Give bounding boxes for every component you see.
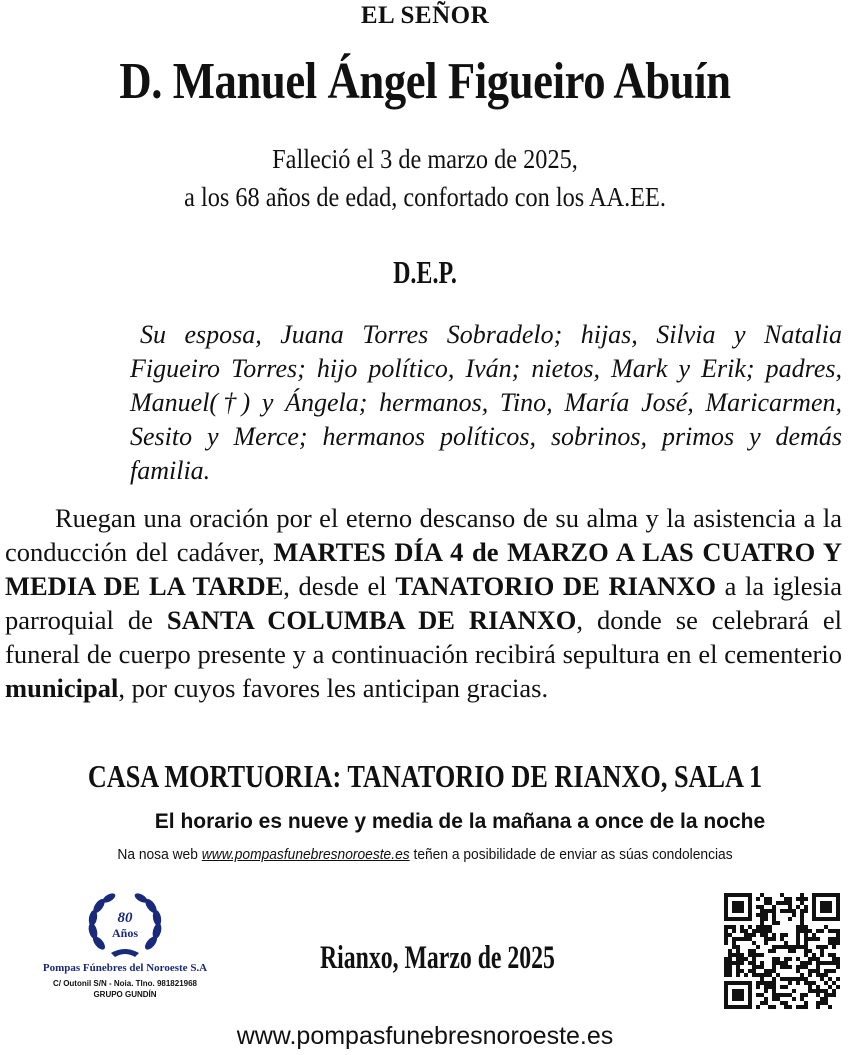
prayer-text-5: , por cuyos favores les anticipan gracias. — [118, 673, 549, 703]
qr-code-icon[interactable] — [724, 893, 840, 1009]
family-text: Su esposa, Juana Torres Sobradelo; hijas, Silvia y Natalia Figueiro Torres; hijo político, Iván; nietos, Mark y Erik; padres, Manuel(†) y Ángela; hermanos, Tino, María José, Maricarmen, Sesito y Merce; hermanos políticos, sobrinos, primos y demás familia. — [130, 320, 842, 485]
prayer-paragraph — [5, 501, 842, 705]
prayer-text-4: , donde se celebrará el funeral de cuerpo presente y a continuación recibirá sepultura en el cementerio — [5, 605, 842, 669]
badge-number: 80 — [117, 910, 133, 926]
death-details — [43, 140, 808, 216]
web-note-after: teñen a posibilidade de enviar as súas condolencias — [409, 846, 733, 863]
prayer-text-2: , desde el — [283, 571, 396, 601]
heading-el-senor: EL SEÑOR — [360, 2, 490, 29]
funeral-home-logo — [20, 893, 230, 1033]
dep-abbreviation: D.E.P. — [393, 254, 457, 290]
family-paragraph — [130, 318, 842, 488]
death-age-line: a los 68 años de edad, confortado con los AA.EE. — [184, 182, 666, 212]
web-note-before: Na nosa web — [117, 846, 202, 863]
place-and-date: Rianxo, Marzo de 2025 — [320, 940, 555, 976]
prayer-text-3: a la iglesia parroquial de — [5, 571, 842, 635]
prayer-origin: TANATORIO DE RIANXO — [395, 571, 716, 601]
laurel-wreath-icon — [85, 893, 165, 959]
web-condolences-note — [34, 846, 816, 863]
death-date-line: Falleció el 3 de marzo de 2025, — [272, 144, 578, 174]
web-note-link[interactable]: www.pompasfunebresnoroeste.es — [201, 846, 410, 863]
company-group: GRUPO GUNDÍN — [93, 990, 157, 999]
prayer-text-1: Ruegan una oración por el eterno descanso de su alma y la asistencia a la conducción del cadáver, — [5, 503, 842, 567]
company-address: C/ Outonil S/N - Noia. Tlno. 981821968 — [52, 979, 198, 988]
casa-mortuoria: CASA MORTUORIA: TANATORIO DE RIANXO, SALA 1 — [87, 758, 763, 794]
badge-word: Años — [111, 926, 139, 940]
prayer-church: SANTA COLUMBA DE RIANXO — [166, 605, 577, 635]
deceased-name: D. Manuel Ángel Figueiro Abuín — [119, 53, 731, 110]
prayer-datetime: MARTES DÍA 4 de MARZO A LAS CUATRO Y MEDIA DE LA TARDE — [5, 537, 842, 601]
prayer-cemetery: municipal — [5, 673, 119, 703]
visiting-hours: El horario es nueve y media de la mañana a once de la noche — [154, 810, 766, 833]
company-name: Pompas Fúnebres del Noroeste S.A — [42, 962, 208, 974]
footer-website[interactable]: www.pompasfunebresnoroeste.es — [236, 1022, 614, 1050]
